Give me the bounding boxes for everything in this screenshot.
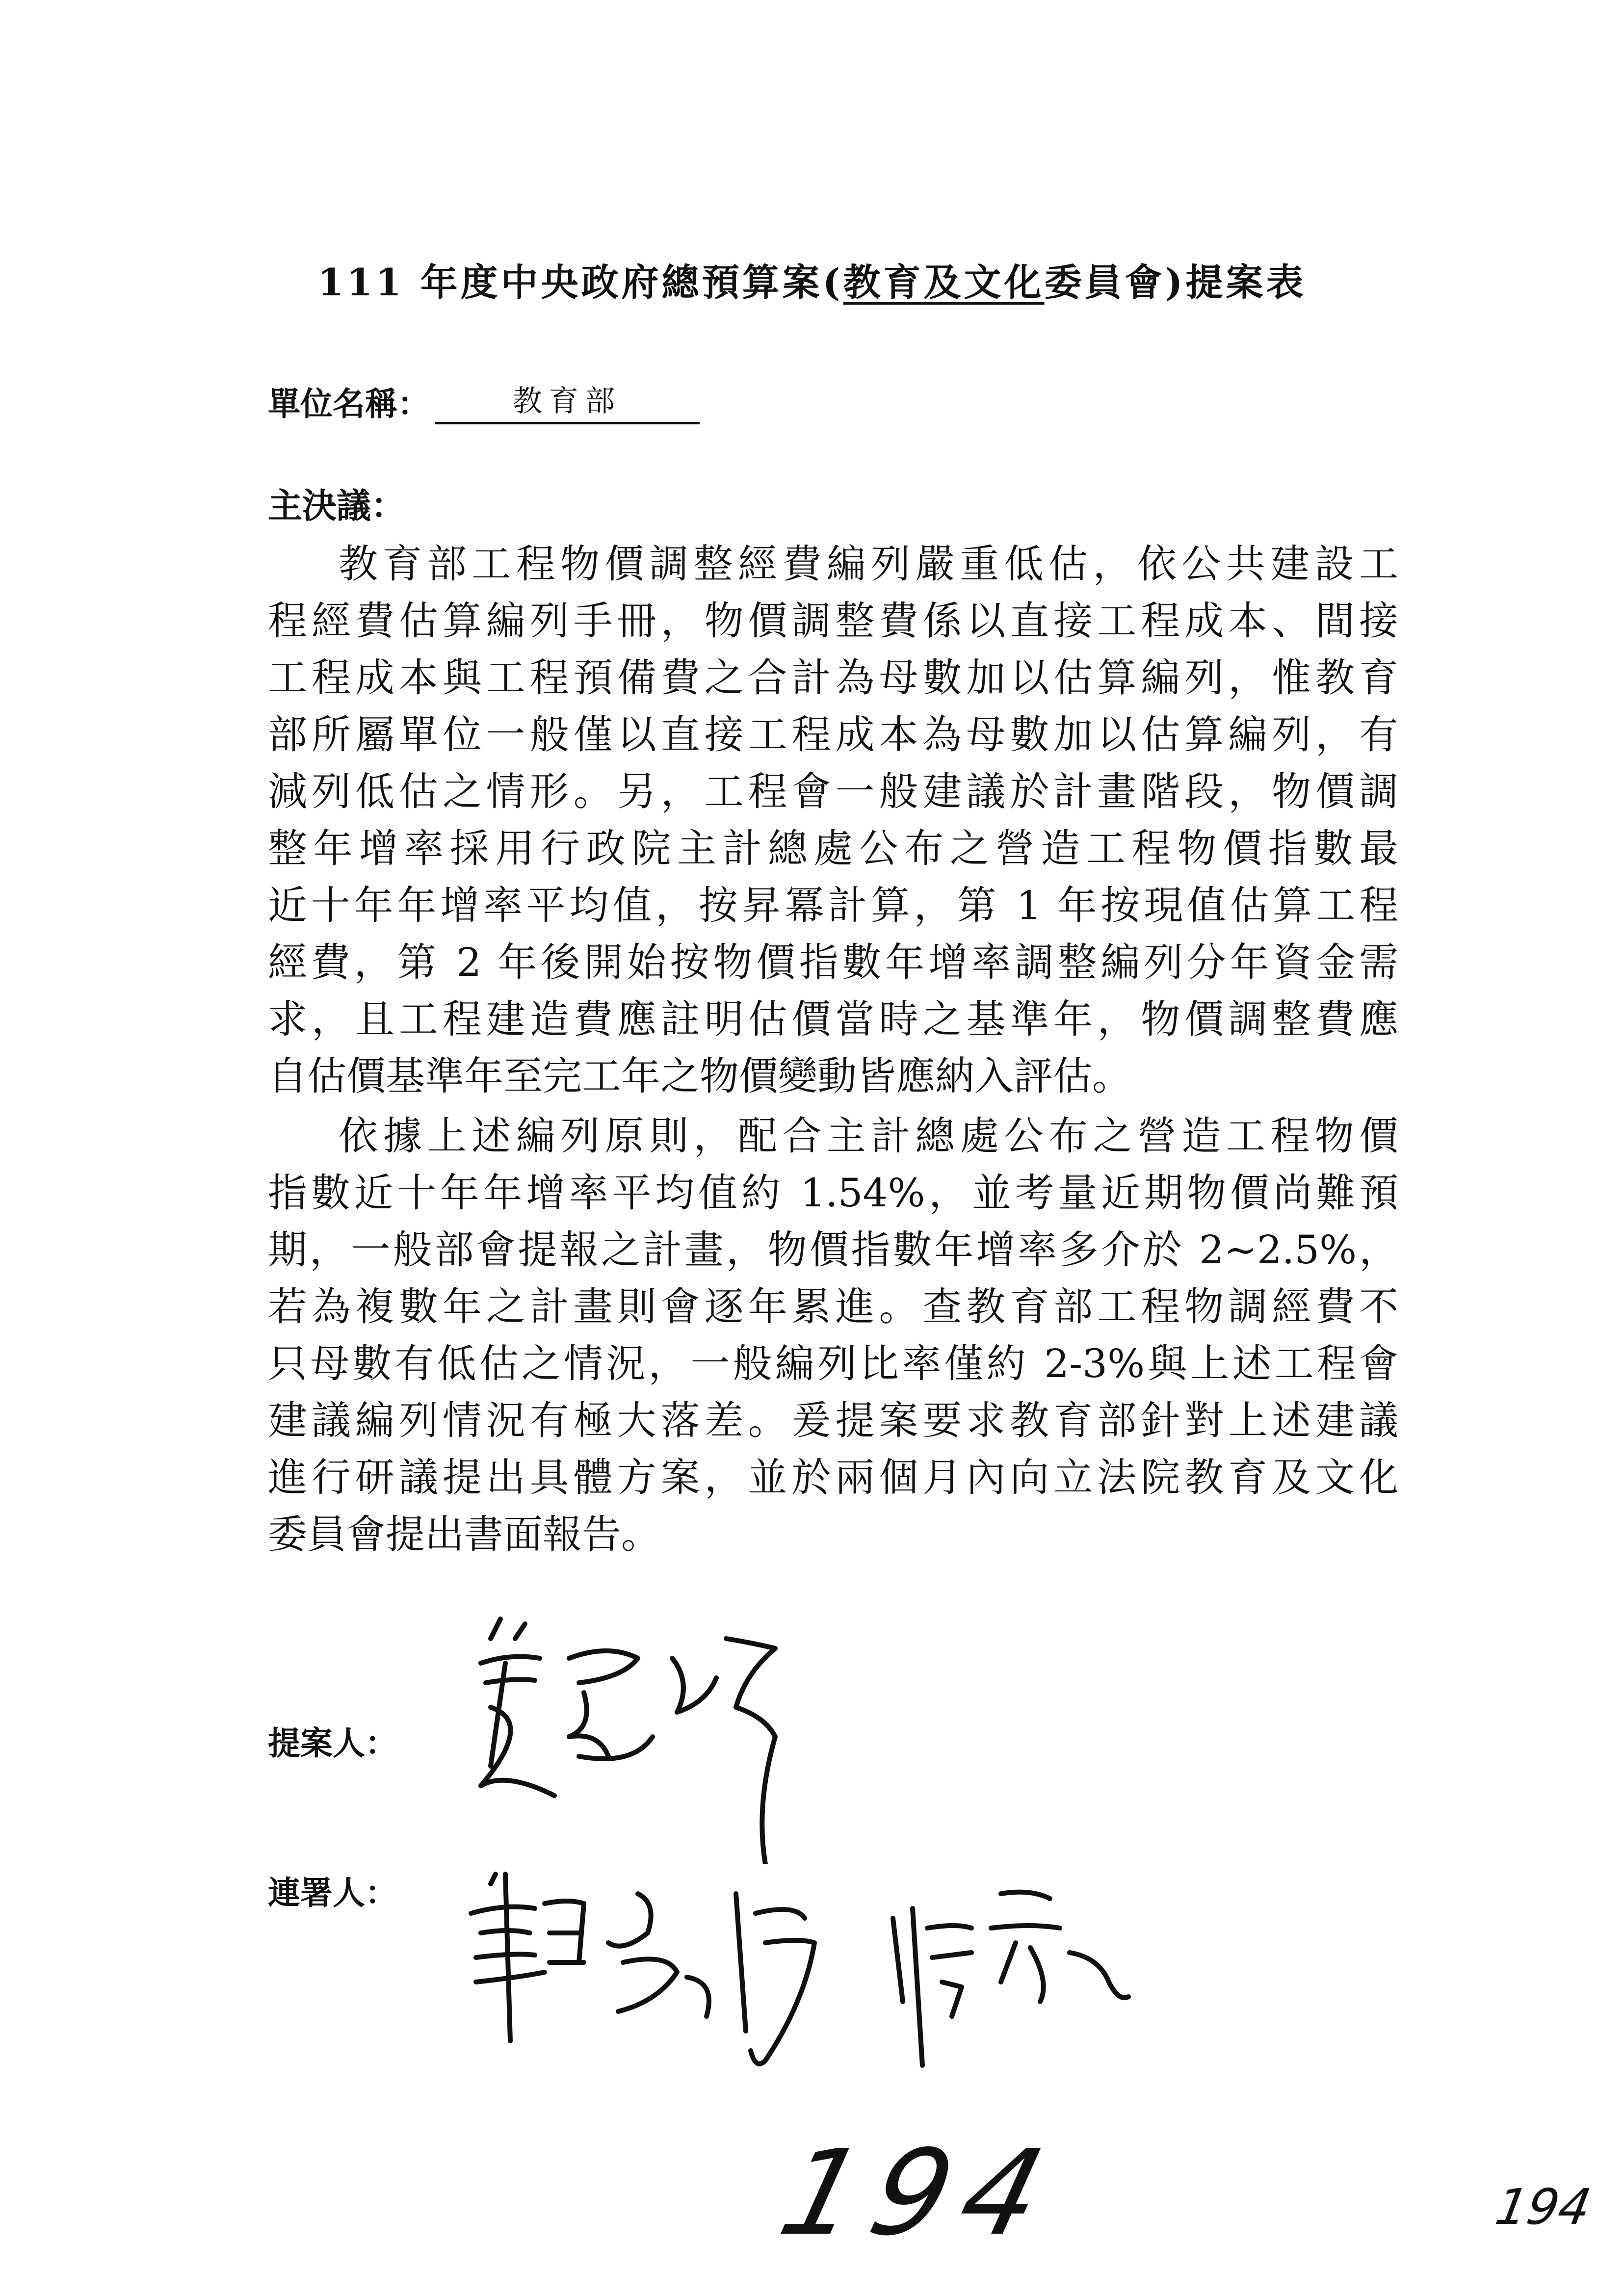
title-prefix: 111 年度中央政府總預算案( [317,261,843,304]
document-title [0,253,1624,306]
paragraph-line: 工程成本與工程預備費之合計為母數加以估算編列，惟教育 [268,655,1398,701]
title-suffix: 委員會)提案表 [1044,261,1307,304]
paragraph-line: 依據上述編列原則，配合主計總處公布之營造工程物價 [339,1113,1398,1159]
proposer-signature [461,1609,834,1864]
paragraph-line: 經費，第 2 年後開始按物價指數年增率調整編列分年資金需 [268,939,1398,985]
paragraph-line: 減列低估之情形。另，工程會一般建議於計畫階段，物價調 [268,769,1398,814]
paragraph-line: 進行研議提出具體方案，並於兩個月內向立法院教育及文化 [268,1455,1398,1500]
paragraph-line: 近十年年增率平均值，按昇冪計算，第 1 年按現值估算工程 [268,883,1398,928]
resolution-paragraph-2 [268,1108,1398,1563]
cosigner-label: 連署人： [268,1874,397,1912]
paragraph-line: 自估價基準年至完工年之物價變動皆應納入評估。 [268,1053,1131,1099]
paragraph-line: 期，一般部會提報之計畫，物價指數年增率多介於 2~2.5%， [268,1227,1398,1273]
page-number: 194 [1491,2178,1596,2236]
unit-name-label: 單位名稱： [268,385,430,423]
paragraph-line: 整年增率採用行政院主計總處公布之營造工程物價指數最 [268,826,1398,871]
paragraph-line: 只母數有低估之情況，一般編列比率僅約 2-3%與上述工程會 [268,1341,1398,1386]
handwritten-page-number: 194 [768,2124,1071,2262]
paragraph-line: 求，且工程建造費應註明估價當時之基準年，物價調整費應 [268,996,1398,1042]
unit-name-row [268,378,700,424]
paragraph-line: 若為複數年之計畫則會逐年累進。查教育部工程物調經費不 [268,1284,1398,1330]
main-resolution-label: 主決議： [268,485,405,526]
paragraph-line: 教育部工程物價調整經費編列嚴重低估，依公共建設工 [339,541,1398,587]
title-committee: 教育及文化 [843,261,1045,304]
unit-name-value: 教育部 [435,378,700,424]
paragraph-line: 部所屬單位一般僅以直接工程成本為母數加以估算編列，有 [268,712,1398,757]
paragraph-line: 程經費估算編列手冊，物價調整費係以直接工程成本、間接 [268,598,1398,644]
proposer-label: 提案人： [268,1724,397,1762]
cosigner-signatures [461,1854,1178,2110]
paragraph-line: 指數近十年年增率平均值約 1.54%，並考量近期物價尚難預 [268,1170,1398,1216]
paragraph-line: 委員會提出書面報告。 [268,1512,660,1557]
resolution-paragraph-1 [268,536,1398,1105]
paragraph-line: 建議編列情況有極大落差。爰提案要求教育部針對上述建議 [268,1398,1398,1443]
